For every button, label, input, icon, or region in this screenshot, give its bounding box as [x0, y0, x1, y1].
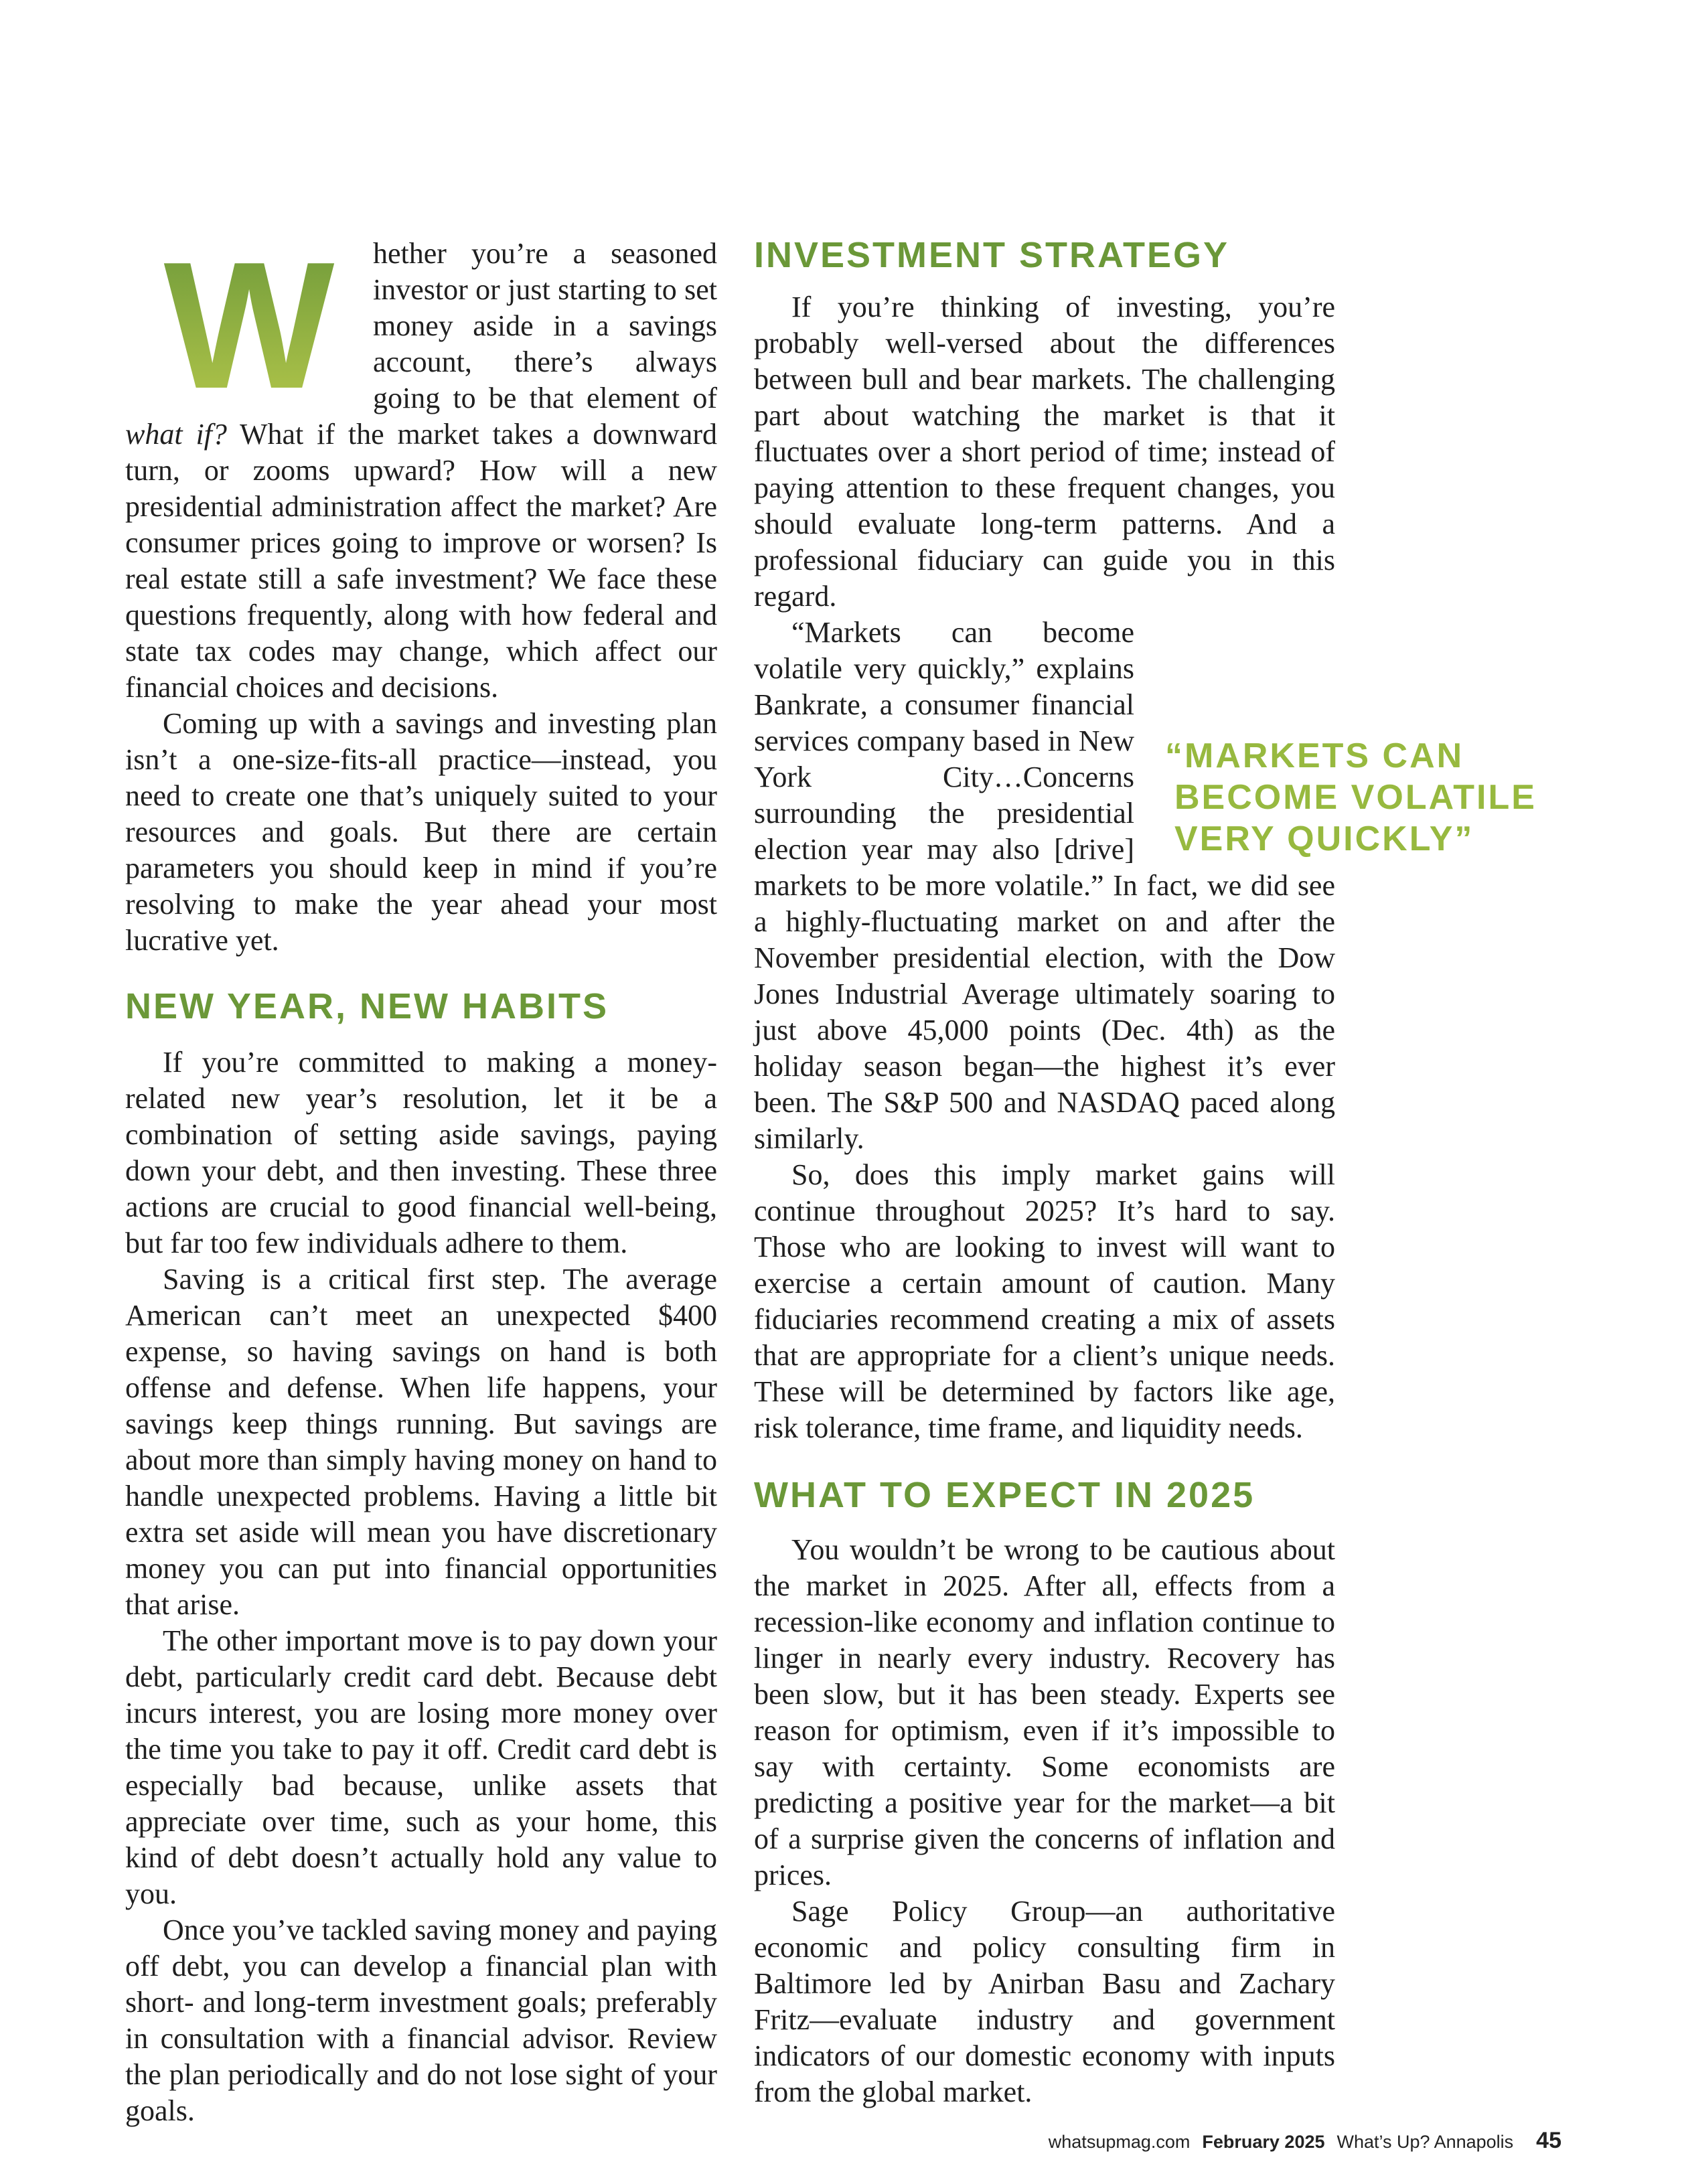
heading-new-year-new-habits: NEW YEAR, NEW HABITS [125, 986, 609, 1026]
paragraph-financial-plan: Once you’ve tackled saving money and paying off debt, you can develop a financial plan with short- and long-term investment goals; preferably in consultation with a financial advisor. Review the plan periodically and do not lose sight of your goals. [125, 1914, 717, 2127]
bankrate-text: “Markets can become volatile very quickly,” explains Bankrate, a consumer financial services company based in New York City…Concerns surrounding the presidential election year may also [drive] markets to be more volatile.” In fact, we did see a highly-fluctuating market on and after the November presidential election, with the Dow Jones Industrial Average ultimately soaring to just above 45,000 points (Dec. 4th) as the holiday season began—the highest it’s ever been. The S&P 500 and NASDAQ paced along similarly. [754, 616, 1335, 1155]
heading-investment-strategy: INVESTMENT STRATEGY [754, 235, 1230, 275]
footer-issue-date: February 2025 [1202, 2132, 1325, 2152]
paragraph-savings-plan: Coming up with a savings and investing plan isn’t a one-size-fits-all practice—instead, you need to create one that’s uniquely suited to your resources and goals. But there are certain parameters you should keep in mind if you’re resolving to make the year ahead your most lucrative yet. [125, 707, 717, 957]
paragraph-sage-policy: Sage Policy Group—an authoritative economic and policy consulting firm in Baltimore led by Anirban Basu and Zachary Fritz—evaluate industry and government indicators of our domestic economy with inputs from the global market. [754, 1895, 1335, 2108]
middle-column [754, 236, 1335, 2110]
paragraph-saving-first-step: Saving is a critical first step. The average American can’t meet an unexpected $400 expense, so having savings on hand is both offense and defense. When life happens, your savings keep things running. But savings are about more than simply having money on hand to handle unexpected problems. Having a little bit extra set aside will mean you have discretionary money you can put into financial opportunities that arise. [125, 1263, 717, 1621]
intro-paragraph-block [125, 225, 717, 706]
page-number: 45 [1536, 2128, 1561, 2153]
dropcap-letter: W [125, 236, 373, 416]
intro-text-1: hether you’re a seasoned investor or just starting to set money aside in a savings account, there’s always going to be that element of [373, 237, 717, 414]
footer-site: whatsupmag.com [1048, 2132, 1191, 2152]
paragraph-bull-bear: If you’re thinking of investing, you’re probably well-versed about the differences between bull and bear markets. The challenging part about watching the market is that it fluctuates over a short period of time; instead of paying attention to these frequent changes, you should evaluate long-term patterns. And a professional fiduciary can guide you in this regard. [754, 291, 1335, 613]
paragraph-resolution: If you’re committed to making a money-related new year’s resolution, let it be a combination of setting aside savings, paying down your debt, and then investing. These three actions are crucial to good financial well-being, but far too few individuals adhere to them. [125, 1046, 717, 1259]
paragraph-market-gains: So, does this imply market gains will continue throughout 2025? It’s hard to say. Those who are looking to invest will want to exercise a certain amount of caution. Many fiduciaries recommend creating a mix of assets that are appropriate for a client’s unique needs. These will be determined by factors like age, risk tolerance, time frame, and liquidity needs. [754, 1158, 1335, 1444]
paragraph-bankrate-quote [754, 615, 1335, 1157]
footer-publication: What’s Up? Annapolis [1336, 2132, 1514, 2152]
paragraph-cautious-2025: You wouldn’t be wrong to be cautious about the market in 2025. After all, effects from a recession-like economy and inflation continue to linger in nearly every industry. Recovery has been slow, but it has been steady. Experts see reason for optimism, even if it’s impossible to say with certainty. Some economists are predicting a positive year for the market—a bit of a surprise given the concerns of inflation and prices. [754, 1533, 1335, 1891]
page-footer [1049, 2128, 1561, 2154]
paragraph-pay-down-debt: The other important move is to pay down your debt, particularly credit card debt. Because debt incurs interest, you are losing more money over the time you take to pay it off. Credit card debt is especially bad because, unlike assets that appreciate over time, such as your home, this kind of debt doesn’t actually hold any value to you. [125, 1624, 717, 1910]
intro-italic: what if? [125, 418, 227, 451]
intro-text-2: What if the market takes a downward turn, or zooms upward? How will a new presidential administration affect the market? Are consumer prices going to improve or worsen? Is real estate still a safe investment? We face these questions frequently, along with how federal and state tax codes may change, which affect our financial choices and decisions. [125, 418, 717, 704]
pullquote-line-2: BECOME VOLATILE [1174, 778, 1537, 817]
pull-quote [1165, 735, 1540, 860]
heading-what-to-expect-2025: WHAT TO EXPECT IN 2025 [754, 1475, 1255, 1515]
pullquote-line-3: VERY QUICKLY” [1174, 820, 1474, 858]
left-column [125, 225, 717, 2129]
pullquote-line-1: “MARKETS CAN [1165, 736, 1464, 775]
